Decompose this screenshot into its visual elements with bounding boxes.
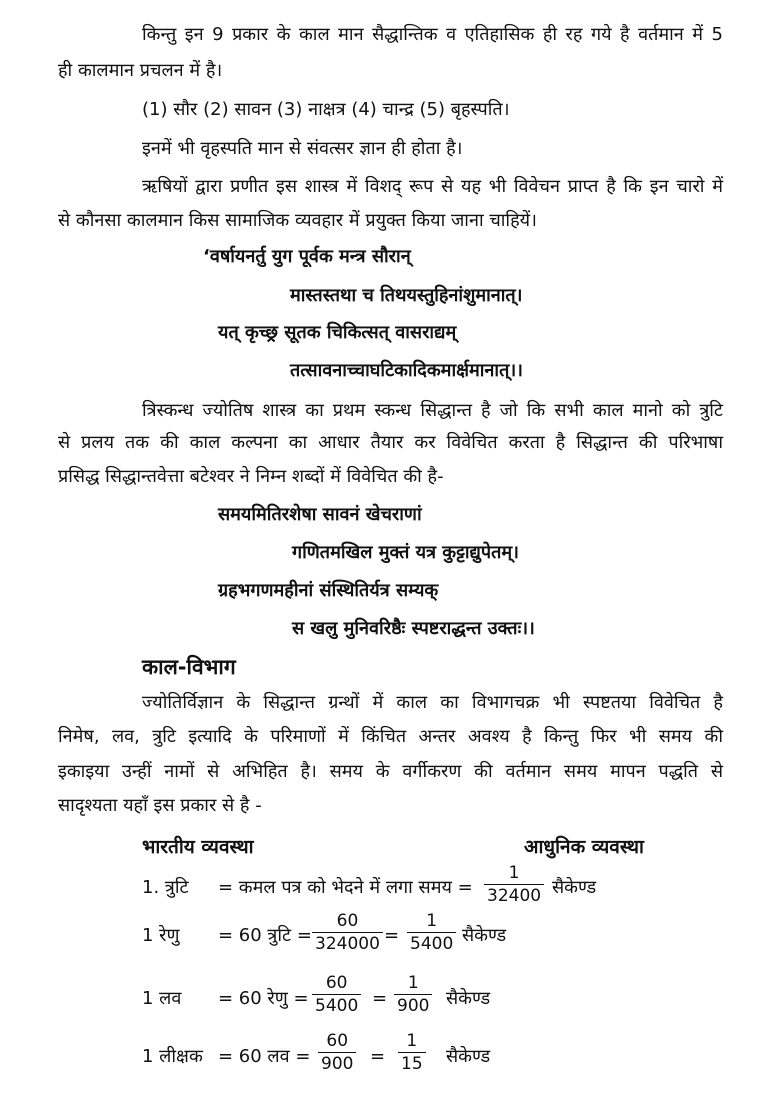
brihaspati-line: इनमें भी वृहस्पति मान से संवत्सर ज्ञान ही होता है। — [142, 138, 463, 159]
row4-expression: = 60 लव = — [218, 1046, 311, 1067]
row2-expression: = 60 त्रुटि = — [218, 925, 312, 946]
fraction-denominator: 15 — [401, 1054, 423, 1074]
paragraph2-line2: से कौनसा कालमान किस सामाजिक व्यवहार में प्रयुक्त किया जाना चाहियें। — [58, 210, 537, 231]
row3-unit: 1 लव — [142, 988, 182, 1009]
paragraph3-line2: से प्रलय तक की काल कल्पना का आधार तैयार कर विवेचित करता है सिद्धान्त की परिभाषा — [58, 432, 723, 453]
paragraph4-line4: सादृश्यता यहाँ इस प्रकार से है - — [58, 795, 262, 816]
row1-expression: = कमल पत्र को भेदने में लगा समय = — [218, 877, 473, 898]
section-heading: काल-विभाग — [142, 655, 236, 679]
paragraph1-line2: ही कालमान प्रचलन में है। — [58, 60, 223, 81]
fraction-numerator: 1 — [508, 863, 520, 883]
paragraph4-line2: निमेष, लव, त्रुटि इत्यादि के परिमाणों में किंचित अन्तर अवश्य है किन्तु फिर भी समय की — [58, 726, 723, 747]
paragraph2-line1: ऋषियों द्वारा प्रणीत इस शास्त्र में विशद् रूप से यह भी विवेचन प्राप्त है कि इन चारो में — [142, 176, 723, 197]
verse2-line1: समयमितिरशेषा सावनं खेचराणां — [218, 504, 422, 525]
row2-unit-label: सैकेण्ड — [462, 925, 507, 946]
row1-unit: 1. त्रुटि — [142, 877, 189, 898]
row2-result-fraction — [407, 910, 456, 955]
fraction-numerator: 1 — [407, 973, 419, 993]
fraction-numerator: 1 — [406, 1031, 418, 1051]
paragraph3-line3: प्रसिद्ध सिद्धान्तवेत्ता बटेश्वर ने निम्न शब्दों में विवेचित की है- — [58, 466, 444, 487]
fraction-denominator: 5400 — [315, 996, 359, 1016]
row2-first-fraction — [312, 910, 383, 955]
header-modern-system: आधुनिक व्यवस्था — [524, 836, 644, 858]
fraction-denominator: 32400 — [487, 886, 542, 906]
header-indian-system: भारतीय व्यवस्था — [142, 836, 254, 858]
fraction-numerator: 60 — [325, 973, 348, 993]
row4-equals: = — [370, 1046, 386, 1067]
fraction-denominator: 5400 — [410, 934, 454, 954]
row4-unit-label: सैकेण्ड — [446, 1046, 491, 1067]
fraction-denominator: 900 — [397, 996, 430, 1016]
fraction-numerator: 1 — [426, 911, 438, 931]
row3-expression: = 60 रेणु = — [218, 988, 309, 1009]
row2-unit: 1 रेणु — [142, 925, 180, 946]
row3-equals: = — [372, 988, 388, 1009]
fraction-denominator: 324000 — [315, 934, 380, 954]
verse1-line3: यत् कृच्छ्र सूतक चिकित्सत् वासराद्यम् — [218, 322, 457, 343]
row2-equals: = — [384, 925, 400, 946]
row4-result-fraction — [398, 1030, 426, 1075]
verse2-line4: स खलु मुनिवरिष्ठैः स्पष्टराद्धन्त उक्तः।। — [292, 618, 535, 639]
fraction-denominator: 900 — [321, 1054, 354, 1074]
row4-first-fraction — [318, 1030, 356, 1075]
verse1-line4: तत्सावनाच्चाघटिकादिकमार्क्षमानात्।। — [290, 360, 523, 381]
row1-unit-label: सैकेण्ड — [552, 877, 597, 898]
kalman-list: (1) सौर (2) सावन (3) नाक्षत्र (4) चान्द्र (5) बृहस्पति। — [142, 99, 510, 120]
verse1-line1: ‘वर्षायनर्तु युग पूर्वक मन्त्र सौरान् — [203, 246, 411, 267]
paragraph3-line1: त्रिस्कन्ध ज्योतिष शास्त्र का प्रथम स्कन्ध सिद्धान्त है जो कि सभी काल मानो को त्रुटि — [142, 400, 723, 421]
paragraph4-line1: ज्योतिर्विज्ञान के सिद्धान्त ग्रन्थों में काल का विभागचक्र भी स्पष्टतया विवेचित है — [142, 692, 723, 713]
row3-first-fraction — [312, 972, 361, 1017]
row3-result-fraction — [394, 972, 432, 1017]
row3-unit-label: सैकेण्ड — [446, 988, 491, 1009]
verse1-line2: मास्तस्तथा च तिथयस्तुहिनांशुमानात्। — [290, 285, 523, 306]
row4-unit: 1 लीक्षक — [142, 1046, 203, 1067]
fraction-numerator: 60 — [326, 1031, 349, 1051]
paragraph4-line3: इकाइया उन्हीं नामों से अभिहित है। समय के वर्गीकरण की वर्तमान समय मापन पद्धति से — [58, 761, 723, 782]
fraction-numerator: 60 — [336, 911, 359, 931]
row1-result-fraction — [484, 862, 544, 907]
paragraph1-line1: किन्तु इन 9 प्रकार के काल मान सैद्धान्तिक व एतिहासिक ही रह गये है वर्तमान में 5 — [142, 24, 723, 45]
verse2-line3: ग्रहभगणमहीनां संस्थितिर्यत्र सम्यक् — [218, 580, 439, 601]
verse2-line2: गणितमखिल मुक्तं यत्र कुट्टाद्युपेतम्। — [292, 542, 519, 563]
